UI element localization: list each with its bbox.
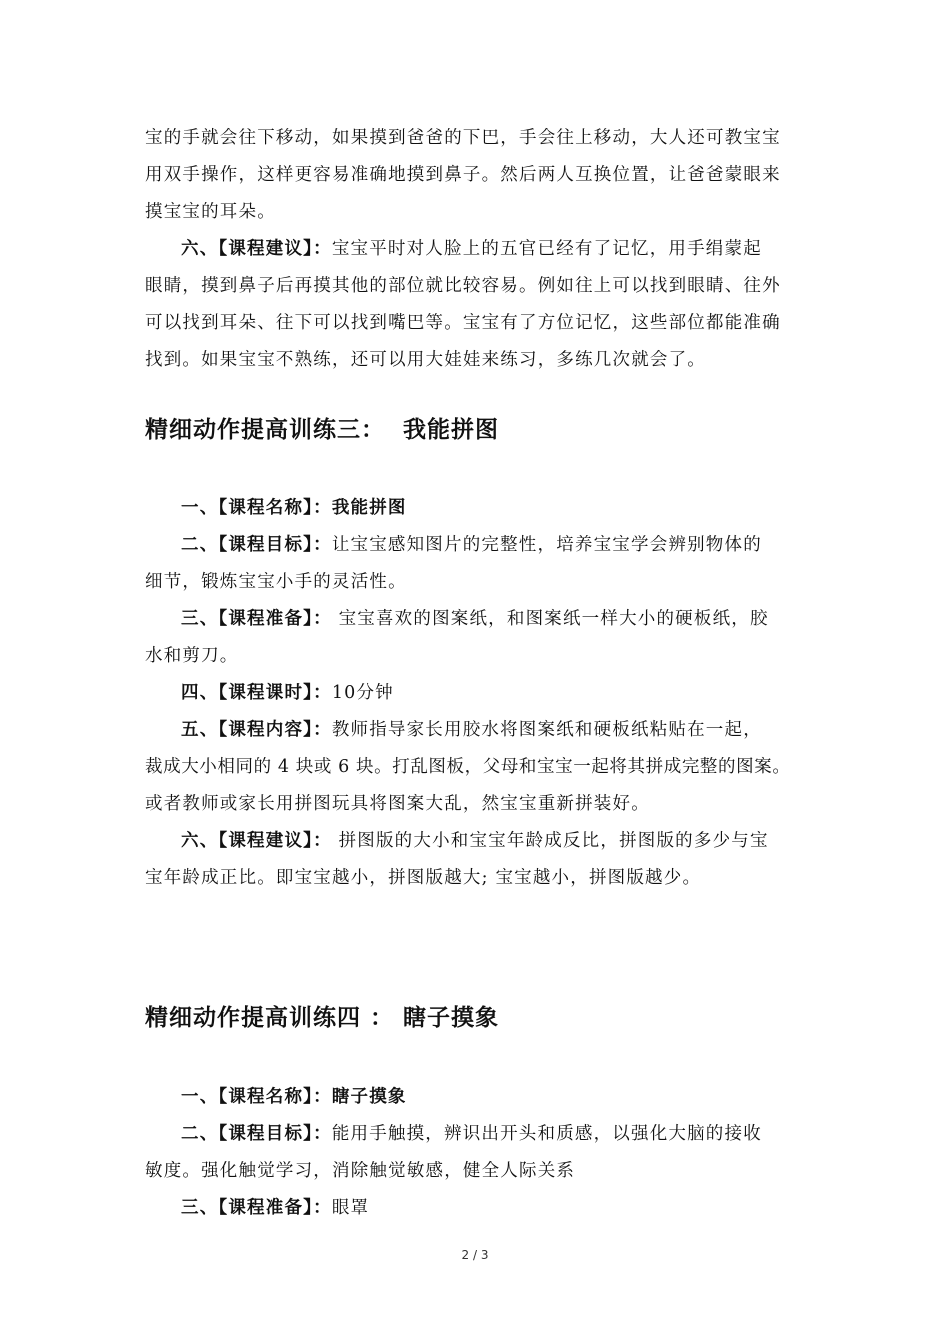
section-heading: 精细动作提高训练四 ： 瞎子摸象 [145,1004,500,1031]
paragraph-line: 水和剪刀。 [145,646,239,666]
item-text: 10分钟 [331,683,394,703]
item-text: 眼罩 [331,1198,370,1218]
item-label: 五、【课程内容】： [181,720,332,740]
item-label: 二、【课程目标】： [181,535,332,555]
item-label: 一、【课程名称】： [181,1087,332,1107]
paragraph-line: 宝年龄成正比。即宝宝越小，拼图版越大; 宝宝越小，拼图版越少。 [145,868,702,888]
item-label: 三、【课程准备】： [181,609,332,629]
item-text: 我能拼图 [331,498,407,518]
item-text: 让宝宝感知图片的完整性，培养宝宝学会辨别物体的 [331,535,762,555]
course-suggestion [181,830,769,852]
paragraph-line: 敏度。强化触觉学习，消除触觉敏感，健全人际关系 [145,1161,576,1181]
item-label: 二、【课程目标】： [181,1124,332,1144]
item-label: 三、【课程准备】： [181,1198,332,1218]
item-label: 六、【课程建议】： [181,239,332,259]
item-text: 瞎子摸象 [331,1087,407,1107]
item-text: 宝宝喜欢的图案纸，和图案纸一样大小的硬板纸，胶 [331,609,769,629]
item-text: 能用手触摸，辨识出开头和质感，以强化大脑的接收 [331,1124,762,1144]
course-time [181,682,394,704]
item-label: 六、【课程建议】： [181,831,332,851]
item-label: 四、【课程课时】： [181,683,332,703]
item-text: 拼图版的大小和宝宝年龄成反比，拼图版的多少与宝 [331,831,769,851]
course-prep [181,1197,369,1219]
course-name [181,497,407,519]
paragraph-line: 细节，锻炼宝宝小手的灵活性。 [145,572,407,592]
paragraph-line: 用双手操作，这样更容易准确地摸到鼻子。然后两人互换位置，让爸爸蒙眼来 [145,165,781,185]
paragraph-line: 找到。如果宝宝不熟练，还可以用大娃娃来练习，多练几次就会了。 [145,350,706,370]
page-number: 2 / 3 [461,1248,489,1262]
paragraph-line: 摸宝宝的耳朵。 [145,202,276,222]
paragraph-line: 裁成大小相同的 4 块或 6 块。打乱图板，父母和宝宝一起将其拼成完整的图案。 [145,757,791,777]
course-goal [181,1123,762,1145]
course-name [181,1086,407,1108]
item-text: 教师指导家长用胶水将图案纸和硬板纸粘贴在一起， [331,720,762,740]
section-heading: 精细动作提高训练三： 我能拼图 [145,416,500,443]
paragraph-line: 可以找到耳朵、往下可以找到嘴巴等。宝宝有了方位记忆，这些部位都能准确 [145,313,781,333]
item-text: 宝宝平时对人脸上的五官已经有了记忆，用手绢蒙起 [331,239,762,259]
course-prep [181,608,769,630]
item-label: 一、【课程名称】： [181,498,332,518]
course-content [181,719,762,741]
paragraph-line: 或者教师或家长用拼图玩具将图案大乱，然宝宝重新拼装好。 [145,794,650,814]
course-goal [181,534,762,556]
paragraph-line: 宝的手就会往下移动，如果摸到爸爸的下巴，手会往上移动，大人还可教宝宝 [145,128,781,148]
suggestion-item [181,238,762,260]
paragraph-line: 眼睛，摸到鼻子后再摸其他的部位就比较容易。例如往上可以找到眼睛、往外 [145,276,781,296]
